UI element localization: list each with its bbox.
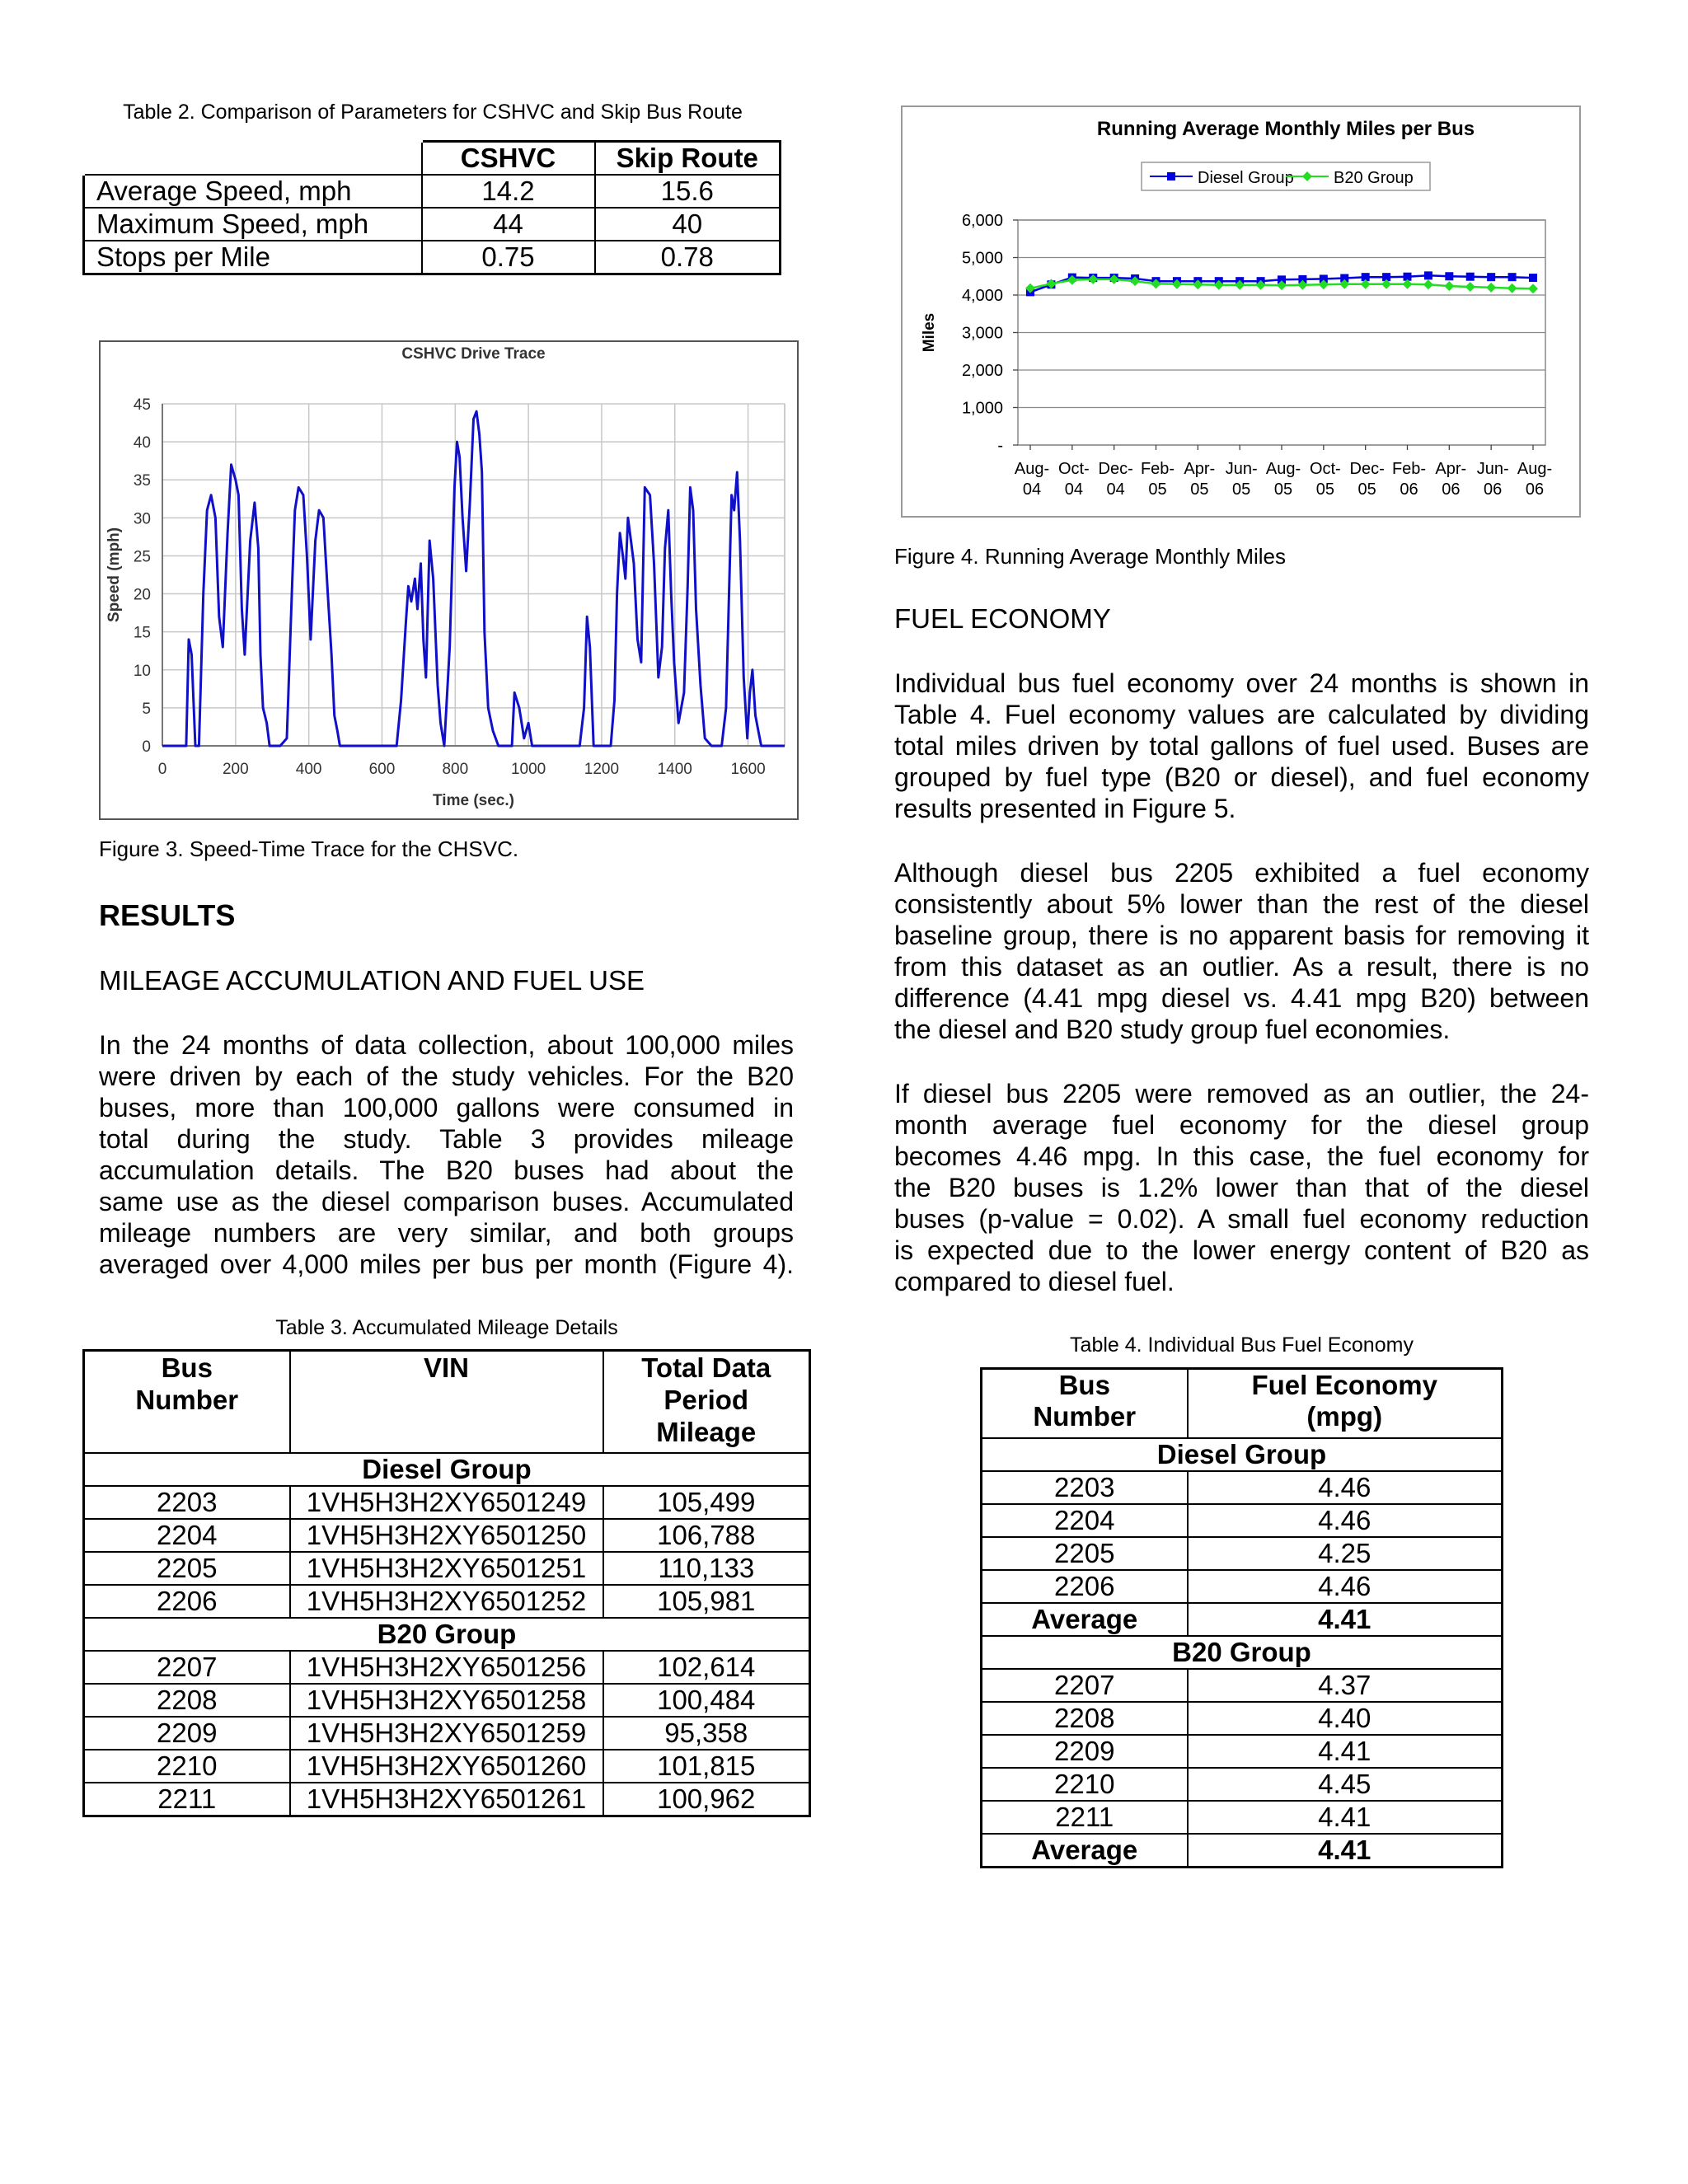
table-cell: Average	[982, 1603, 1188, 1636]
x-tick-label: 06	[1525, 480, 1545, 499]
x-tick-label: 06	[1442, 480, 1461, 499]
y-tick-label: 2,000	[961, 362, 1003, 380]
table-cell: 4.41	[1188, 1735, 1503, 1768]
x-tick-label: 1600	[730, 761, 766, 778]
table-header: CSHVC	[422, 142, 595, 176]
x-tick-label: Aug-	[1265, 460, 1301, 478]
table-header: Fuel Economy (mpg)	[1188, 1369, 1503, 1438]
table-header: Total Data Period Mileage	[603, 1351, 810, 1453]
x-tick-label: 0	[157, 761, 167, 778]
x-tick-label: Feb-	[1140, 460, 1175, 478]
table-cell: 1VH5H3H2XY6501256	[290, 1651, 603, 1684]
table-cell: 2206	[982, 1570, 1188, 1603]
table2-caption: Table 2. Comparison of Parameters for CSHVC and Skip Bus Route	[123, 101, 743, 124]
y-tick-label: 25	[133, 548, 151, 566]
x-axis-label: Time (sec.)	[433, 792, 514, 809]
x-tick-label: Jun-	[1225, 460, 1258, 478]
text-line: Individual bus fuel economy over 24 months is shown in	[894, 668, 1589, 698]
text-line: accumulation details. The B20 buses had about the	[99, 1155, 794, 1185]
table-cell: 44	[422, 208, 595, 241]
table4	[980, 1367, 1503, 1868]
table-cell: 2209	[982, 1735, 1188, 1768]
table-cell: 1VH5H3H2XY6501258	[290, 1684, 603, 1717]
mileage-heading: MILEAGE ACCUMULATION AND FUEL USE	[99, 965, 645, 996]
table-row	[982, 1504, 1503, 1537]
text-line: total miles driven by total gallons of fuel used. Buses are	[894, 731, 1589, 761]
x-tick-label: Oct-	[1309, 460, 1341, 478]
table3	[82, 1349, 811, 1817]
x-tick-label: Dec-	[1098, 460, 1133, 478]
text-line: the B20 buses is 1.2% lower than that of the diesel	[894, 1173, 1589, 1202]
x-tick-label: 400	[295, 761, 322, 778]
text-line: grouped by fuel type (B20 or diesel), and fuel economy	[894, 762, 1589, 792]
text-line: compared to diesel fuel.	[894, 1267, 1175, 1296]
x-tick-label: Aug-	[1014, 460, 1050, 478]
table-cell: 4.45	[1188, 1768, 1503, 1801]
table-header-row	[982, 1369, 1503, 1438]
text-line: same use as the diesel comparison buses. Accumulated	[99, 1187, 794, 1216]
figure4-caption: Figure 4. Running Average Monthly Miles	[894, 544, 1286, 569]
x-tick-label: 05	[1357, 480, 1376, 499]
table-cell: 4.41	[1188, 1801, 1503, 1834]
table-header: Bus Number	[84, 1351, 290, 1453]
mileage-paragraph	[99, 1029, 794, 1280]
text-line: mileage numbers are very similar, and both groups	[99, 1218, 794, 1248]
table-row	[84, 1519, 810, 1552]
table-row	[84, 1585, 810, 1618]
y-tick-label: 5,000	[961, 249, 1003, 268]
x-tick-label: 04	[1022, 480, 1042, 499]
table-cell: 105,981	[603, 1585, 810, 1618]
table-row	[982, 1702, 1503, 1735]
x-tick-label: 1200	[584, 761, 620, 778]
text-line: consistently about 5% lower than the rest of the diesel	[894, 889, 1589, 919]
table-row	[84, 241, 781, 274]
table-cell: Maximum Speed, mph	[84, 208, 422, 241]
x-tick-label: 200	[222, 761, 249, 778]
y-tick-label: 1,000	[961, 399, 1003, 418]
table-cell: 2207	[84, 1651, 290, 1684]
y-tick-label: -	[997, 437, 1003, 455]
y-tick-label: 10	[133, 662, 151, 680]
y-tick-label: 30	[133, 510, 151, 528]
table-cell: 4.25	[1188, 1537, 1503, 1570]
table-cell: 2203	[84, 1486, 290, 1519]
results-heading: RESULTS	[99, 898, 236, 932]
table-cell: 106,788	[603, 1519, 810, 1552]
y-tick-label: 15	[133, 624, 151, 642]
table-cell: 1VH5H3H2XY6501261	[290, 1783, 603, 1816]
group-label: Diesel Group	[982, 1438, 1503, 1471]
figure3-caption: Figure 3. Speed-Time Trace for the CHSVC.	[99, 837, 519, 861]
legend	[1142, 162, 1430, 190]
drive-trace-chart	[101, 342, 797, 818]
y-axis-label: Miles	[921, 312, 938, 353]
x-tick-label: Dec-	[1349, 460, 1385, 478]
table-cell: 95,358	[603, 1717, 810, 1750]
table-row	[982, 1570, 1503, 1603]
table-cell: 4.40	[1188, 1702, 1503, 1735]
fuel-economy-heading: FUEL ECONOMY	[894, 603, 1111, 634]
fuel-paragraph-1	[894, 668, 1589, 824]
table-cell: 0.78	[595, 241, 781, 274]
text-line: buses (p-value = 0.02). A small fuel economy reduction	[894, 1204, 1589, 1234]
table-header-row	[84, 1351, 810, 1453]
table-cell: Average	[982, 1834, 1188, 1868]
y-tick-label: 35	[133, 472, 151, 490]
y-tick-label: 6,000	[961, 212, 1003, 230]
text-line: month average fuel economy for the diesel group	[894, 1110, 1589, 1140]
text-line: is expected due to the lower energy content of B20 as	[894, 1235, 1589, 1265]
diesel-point	[1445, 272, 1453, 280]
text-line: Table 4. Fuel economy values are calculated by dividing	[894, 700, 1589, 729]
y-tick-label: 0	[142, 738, 151, 756]
legend-label: B20 Group	[1334, 169, 1414, 187]
x-tick-label: 600	[368, 761, 396, 778]
table-cell: 4.46	[1188, 1570, 1503, 1603]
y-tick-label: 20	[133, 586, 151, 604]
average-row	[982, 1603, 1503, 1636]
table-row	[84, 1651, 810, 1684]
table-cell: 2204	[982, 1504, 1188, 1537]
fuel-paragraph-2	[894, 857, 1589, 1045]
text-line: In the 24 months of data collection, about 100,000 miles	[99, 1030, 794, 1060]
y-tick-label: 40	[133, 434, 151, 452]
table-cell: 110,133	[603, 1552, 810, 1585]
table-cell: 100,484	[603, 1684, 810, 1717]
table-row	[84, 1453, 810, 1486]
table-cell: 1VH5H3H2XY6501249	[290, 1486, 603, 1519]
table-row	[84, 175, 781, 208]
plot-area	[162, 404, 785, 746]
table2	[82, 140, 781, 275]
x-tick-label: Oct-	[1057, 460, 1090, 478]
x-tick-label: Aug-	[1517, 460, 1553, 478]
x-tick-label: 800	[442, 761, 469, 778]
table-cell: 101,815	[603, 1750, 810, 1783]
table-row	[982, 1768, 1503, 1801]
group-label: B20 Group	[84, 1618, 810, 1651]
figure4-frame	[901, 105, 1581, 518]
x-tick-label: Feb-	[1391, 460, 1427, 478]
table-header-row	[84, 142, 781, 176]
x-tick-label: 06	[1484, 480, 1503, 499]
table-row	[84, 1750, 810, 1783]
diesel-point	[1487, 273, 1495, 281]
table-header: VIN	[290, 1351, 603, 1453]
y-tick-label: 5	[142, 700, 151, 718]
diesel-point	[1508, 273, 1517, 281]
table-header: Bus Number	[982, 1369, 1188, 1438]
table-cell: 1VH5H3H2XY6501260	[290, 1750, 603, 1783]
diesel-point	[1466, 273, 1475, 281]
table-cell: 1VH5H3H2XY6501250	[290, 1519, 603, 1552]
table-row	[84, 1684, 810, 1717]
figure3-frame	[99, 340, 799, 820]
table-cell: 1VH5H3H2XY6501259	[290, 1717, 603, 1750]
text-line: averaged over 4,000 miles per bus per month (Figure 4).	[99, 1249, 794, 1279]
y-tick-label: 3,000	[961, 324, 1003, 343]
table-row	[982, 1801, 1503, 1834]
x-tick-label: 04	[1064, 480, 1083, 499]
x-tick-label: 05	[1273, 480, 1293, 499]
diesel-point	[1424, 271, 1432, 279]
x-tick-label: 05	[1232, 480, 1251, 499]
table-cell: 40	[595, 208, 781, 241]
legend-marker	[1167, 172, 1175, 180]
x-tick-label: 1400	[657, 761, 692, 778]
table-cell: 4.41	[1188, 1834, 1503, 1868]
table-row	[982, 1471, 1503, 1504]
table-cell: 4.41	[1188, 1603, 1503, 1636]
table-row	[84, 208, 781, 241]
table-cell: 2211	[84, 1783, 290, 1816]
legend-label: Diesel Group	[1198, 169, 1294, 187]
table-row	[84, 1783, 810, 1816]
x-tick-label: 06	[1400, 480, 1418, 499]
table-cell: 105,499	[603, 1486, 810, 1519]
table-cell: 2208	[982, 1702, 1188, 1735]
table-cell: 2205	[84, 1552, 290, 1585]
table-cell: 2208	[84, 1684, 290, 1717]
table-row	[982, 1537, 1503, 1570]
table-cell: 102,614	[603, 1651, 810, 1684]
group-label: B20 Group	[982, 1636, 1503, 1669]
text-line: total during the study. Table 3 provides mileage	[99, 1124, 794, 1154]
group-label: Diesel Group	[84, 1453, 810, 1486]
table-cell: 100,962	[603, 1783, 810, 1816]
table-cell: 0.75	[422, 241, 595, 274]
diesel-point	[1529, 274, 1537, 282]
table-cell: 2207	[982, 1669, 1188, 1702]
table-cell-empty	[84, 142, 422, 176]
table-cell: 1VH5H3H2XY6501252	[290, 1585, 603, 1618]
text-line: the diesel and B20 study group fuel economies.	[894, 1015, 1451, 1044]
table-cell: 2210	[982, 1768, 1188, 1801]
x-tick-label: 05	[1148, 480, 1167, 499]
table-cell: 4.46	[1188, 1471, 1503, 1504]
table-row	[982, 1669, 1503, 1702]
monthly-miles-chart	[903, 107, 1579, 516]
table-cell: 2203	[982, 1471, 1188, 1504]
table-cell: 15.6	[595, 175, 781, 208]
x-tick-label: 04	[1106, 480, 1125, 499]
chart-title: CSHVC Drive Trace	[401, 345, 546, 363]
fuel-paragraph-3	[894, 1078, 1589, 1297]
text-line: difference (4.41 mpg diesel vs. 4.41 mpg B20) between	[894, 983, 1589, 1013]
table3-caption: Table 3. Accumulated Mileage Details	[275, 1316, 618, 1339]
text-line: were driven by each of the study vehicles. For the B20	[99, 1062, 794, 1091]
table-cell: 2206	[84, 1585, 290, 1618]
table-cell: 2204	[84, 1519, 290, 1552]
table-cell: 4.37	[1188, 1669, 1503, 1702]
table-cell: 2211	[982, 1801, 1188, 1834]
table-row	[84, 1486, 810, 1519]
x-tick-label: Jun-	[1476, 460, 1509, 478]
text-line: becomes 4.46 mpg. In this case, the fuel economy for	[894, 1141, 1589, 1171]
table-row	[84, 1552, 810, 1585]
x-tick-label: Apr-	[1184, 460, 1216, 478]
table-row	[84, 1717, 810, 1750]
x-tick-label: 05	[1190, 480, 1209, 499]
x-tick-label: Apr-	[1435, 460, 1467, 478]
average-row	[982, 1834, 1503, 1868]
table-row	[982, 1735, 1503, 1768]
chart-title: Running Average Monthly Miles per Bus	[1096, 118, 1475, 140]
x-tick-label: 05	[1315, 480, 1334, 499]
table-cell: 2210	[84, 1750, 290, 1783]
x-tick-label: 1000	[510, 761, 546, 778]
table-cell: 1VH5H3H2XY6501251	[290, 1552, 603, 1585]
table-row	[982, 1636, 1503, 1669]
text-line: If diesel bus 2205 were removed as an outlier, the 24-	[894, 1079, 1589, 1108]
table4-caption: Table 4. Individual Bus Fuel Economy	[1070, 1333, 1414, 1357]
y-axis-label: Speed (mph)	[106, 527, 123, 623]
table-cell: 4.46	[1188, 1504, 1503, 1537]
table-row	[982, 1438, 1503, 1471]
table-cell: 14.2	[422, 175, 595, 208]
y-tick-label: 45	[133, 396, 151, 414]
table-cell: 2205	[982, 1537, 1188, 1570]
table-row	[84, 1618, 810, 1651]
text-line: from this dataset as an outlier. As a result, there is no	[894, 952, 1589, 982]
text-line: baseline group, there is no apparent basis for removing it	[894, 921, 1589, 950]
y-tick-label: 4,000	[961, 287, 1003, 305]
text-line: buses, more than 100,000 gallons were consumed in	[99, 1093, 794, 1122]
table-cell: Average Speed, mph	[84, 175, 422, 208]
table-cell: Stops per Mile	[84, 241, 422, 274]
table-header: Skip Route	[595, 142, 781, 176]
text-line: results presented in Figure 5.	[894, 794, 1236, 823]
text-line: Although diesel bus 2205 exhibited a fuel economy	[894, 858, 1589, 888]
table-cell: 2209	[84, 1717, 290, 1750]
